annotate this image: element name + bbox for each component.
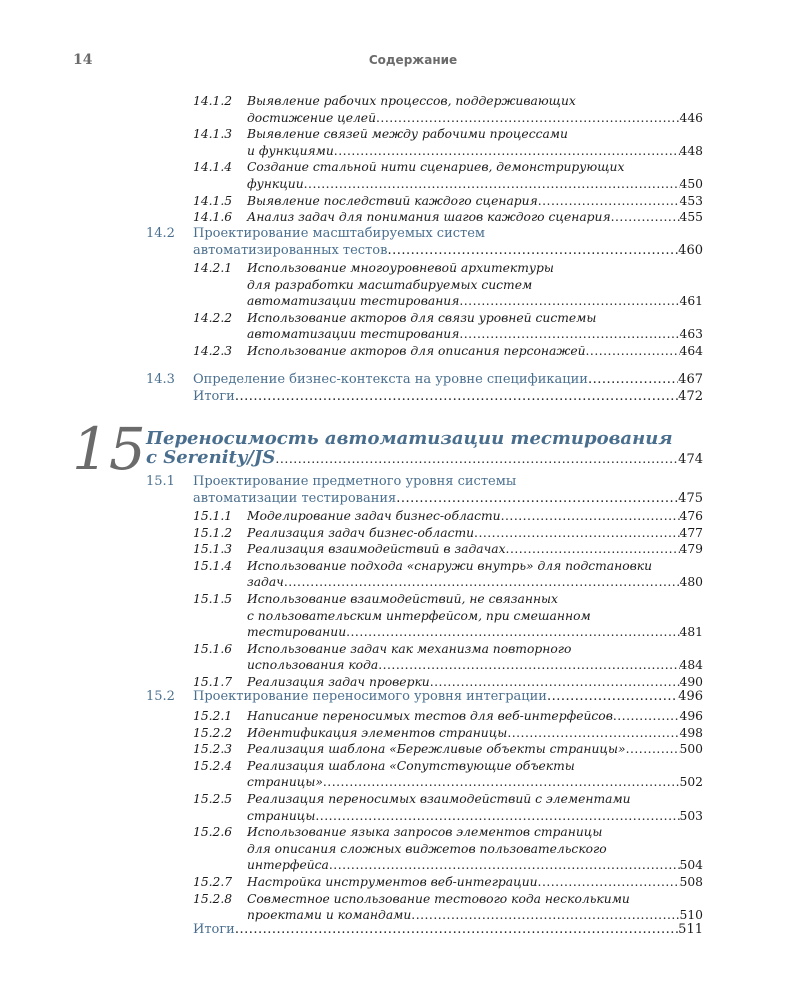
toc-entry-text[interactable] [247, 824, 602, 840]
toc-page-number: 508 [679, 875, 703, 889]
toc-entry-text[interactable] [247, 708, 703, 724]
leader-dots [586, 343, 680, 359]
toc-entry-title: автоматизированных тестов [193, 242, 388, 258]
toc-entry-line [0, 541, 800, 558]
toc-entry-title: для разработки масштабируемых систем [247, 277, 533, 292]
toc-page-number: 503 [679, 808, 703, 823]
toc-entry-text[interactable] [247, 574, 703, 590]
toc-entry-line [0, 774, 800, 791]
toc-entry-title: страницы» [247, 775, 323, 790]
toc-entry-number: 14.1.3 [193, 127, 233, 142]
toc-entry-line [0, 558, 800, 575]
toc-entry-title: Написание переносимых тестов для веб-интерфейсов [247, 709, 613, 723]
toc-entry-text[interactable] [247, 774, 703, 790]
toc-entry-line [0, 143, 800, 160]
toc-entry-title: Моделирование задач бизнес-области [247, 509, 501, 523]
toc-entry-title: Настройка инструментов веб-интеграции [247, 875, 538, 889]
toc-entry-line [0, 93, 800, 110]
toc-entry-line [0, 791, 800, 808]
toc-entry-text[interactable] [247, 841, 607, 857]
toc-entry-title: Определение бизнес-контекста на уровне спецификации [193, 372, 588, 387]
chapter-title-subtitle: с Serenity/JS [146, 447, 276, 468]
leader-dots [387, 243, 678, 259]
toc-entry-line [0, 474, 800, 491]
chapter-title-text[interactable] [146, 447, 703, 468]
toc-entry-line [0, 741, 800, 758]
toc-entry-line [0, 608, 800, 625]
toc-entry-title: Проектирование масштабируемых систем [193, 226, 486, 241]
toc-page-number: 476 [679, 509, 703, 523]
toc-entry-text[interactable] [247, 159, 624, 175]
toc-entry-number: 15.2.2 [193, 725, 233, 740]
toc-entry-number: 15.1 [146, 474, 175, 489]
toc-entry-text[interactable] [247, 857, 703, 873]
leader-dots [538, 874, 680, 890]
toc-entry-number: 15.2.7 [193, 875, 233, 889]
toc-entry-text[interactable] [247, 293, 703, 309]
toc-entry-line [0, 891, 800, 908]
toc-entry-text[interactable] [193, 922, 703, 938]
toc-entry-number: 14.2.3 [193, 344, 233, 358]
toc-entry-text[interactable] [247, 93, 576, 109]
toc-page-number: 510 [679, 908, 703, 923]
toc-entry-text[interactable] [193, 372, 703, 388]
toc-entry-number: 14.2.2 [193, 310, 233, 325]
toc-entry-line [0, 193, 800, 210]
toc-entry-text[interactable] [247, 110, 703, 126]
toc-entry-text[interactable] [247, 591, 558, 607]
toc-entry-line [0, 689, 800, 706]
toc-entry-text[interactable] [193, 474, 516, 490]
toc-entry-line [0, 574, 800, 591]
toc-entry-title: автоматизации тестирования [247, 294, 460, 309]
toc-entry-number: 15.2.5 [193, 792, 233, 806]
toc-entry-text[interactable] [193, 491, 703, 507]
leader-dots [626, 741, 680, 757]
leader-dots [323, 774, 680, 790]
leader-dots [284, 574, 680, 590]
toc-entry-line [0, 624, 800, 641]
toc-entry-line [0, 126, 800, 143]
toc-entry-number: 15.1.1 [193, 509, 233, 523]
toc-entry-text[interactable] [247, 624, 703, 640]
toc-entry-title: с пользовательским интерфейсом, при смешанном [247, 608, 591, 623]
toc-entry-text[interactable] [247, 791, 631, 807]
toc-entry-line [0, 525, 800, 542]
toc-entry-text[interactable] [247, 741, 703, 757]
page-number: 14 [73, 52, 93, 68]
toc-entry-title: Итоги [193, 922, 235, 937]
toc-entry-title: Совместное использование тестового кода несколькими [247, 891, 630, 906]
toc-entry-text[interactable] [247, 525, 703, 541]
toc-entry-title: Реализация шаблона «Бережливые объекты страницы» [247, 742, 626, 757]
toc-entry-title: Проектирование переносимого уровня интеграции [193, 689, 547, 704]
leader-dots [334, 143, 680, 159]
chapter-number: 15 [72, 415, 146, 483]
toc-entry-line [0, 277, 800, 294]
toc-entry-title: Реализация переносимых взаимодействий с элементами [247, 792, 631, 806]
leader-dots [538, 193, 680, 209]
toc-entry-text[interactable] [247, 608, 591, 624]
leader-dots [501, 508, 680, 524]
toc-entry-title: достижение целей [247, 110, 377, 125]
toc-page-number: 511 [678, 922, 703, 937]
toc-entry-text[interactable] [247, 907, 703, 923]
toc-entry-title: и функциями [247, 143, 334, 158]
toc-entry-number: 15.2.8 [193, 891, 233, 906]
toc-entry-text[interactable] [247, 808, 703, 824]
leader-dots [346, 624, 679, 640]
toc-page-number: 455 [679, 210, 703, 225]
toc-entry-text[interactable] [247, 541, 703, 557]
toc-page-number: 496 [679, 709, 703, 723]
toc-entry-title: страницы [247, 808, 316, 823]
toc-entry-title: автоматизации тестирования [247, 327, 460, 342]
toc-page-number: 461 [679, 294, 703, 309]
toc-entry-text[interactable] [193, 226, 485, 242]
toc-entry-line [0, 226, 800, 243]
toc-entry-title: интерфейса [247, 858, 329, 873]
toc-entry-title: Проектирование предметного уровня системы [193, 474, 517, 489]
toc-entry-text[interactable] [247, 874, 703, 890]
toc-entry-number: 15.1.5 [193, 592, 233, 606]
toc-entry-text[interactable] [193, 689, 703, 705]
toc-entry-number: 15.2 [146, 689, 175, 704]
toc-entry-line [0, 508, 800, 525]
toc-entry-number: 14.1.2 [193, 94, 233, 108]
toc-page-number: 453 [679, 193, 703, 208]
toc-page-number: 502 [679, 775, 703, 790]
toc-page-number: 463 [679, 327, 703, 342]
toc-entry-number: 15.2.1 [193, 709, 233, 723]
toc-entry-title: тестировании [247, 625, 347, 640]
toc-page-number: 446 [679, 110, 703, 125]
toc-entry-text[interactable] [247, 126, 568, 142]
toc-entry-text[interactable] [247, 143, 703, 159]
toc-entry-text[interactable] [247, 260, 554, 276]
toc-entry-title: Выявление последствий каждого сценария [247, 193, 538, 208]
toc-entry-text[interactable] [247, 641, 571, 657]
toc-entry-line [0, 176, 800, 193]
toc-entry-number: 15.1.7 [193, 675, 233, 689]
toc-entry-text[interactable] [247, 508, 703, 524]
toc-entry-number: 14.1.6 [193, 210, 233, 225]
toc-entry-text[interactable] [247, 310, 596, 326]
toc-entry-title: Использование акторов для описания персонажей [247, 344, 586, 358]
toc-entry-line [0, 874, 800, 891]
leader-dots [411, 907, 679, 923]
toc-entry-title: Реализация задач бизнес-области [247, 525, 475, 540]
leader-dots [235, 389, 678, 405]
leader-dots [378, 657, 679, 673]
toc-entry-line [0, 641, 800, 658]
toc-entry-text[interactable] [193, 243, 703, 259]
toc-entry-line [0, 293, 800, 310]
leader-dots [396, 491, 678, 507]
toc-page-number: 475 [678, 490, 703, 506]
leader-dots [613, 708, 680, 724]
toc-page-number: 484 [679, 658, 703, 673]
toc-entry-number: 14.1.4 [193, 160, 233, 175]
toc-entry-text[interactable] [247, 326, 703, 342]
toc-entry-title: Использование подхода «снаружи внутрь» для подстановки [247, 558, 653, 573]
toc-entry-line [0, 725, 800, 742]
toc-entry-text[interactable] [247, 891, 630, 907]
toc-entry-title: Реализация взаимодействий в задачах [247, 542, 506, 557]
toc-entry-line [0, 857, 800, 874]
leader-dots [315, 808, 679, 824]
toc-entry-title: Выявление рабочих процессов, поддерживающих [247, 94, 576, 108]
toc-entry-number: 14.2.1 [193, 261, 233, 275]
toc-entry-text[interactable] [247, 193, 703, 209]
toc-entry-title: Итоги [193, 389, 235, 404]
toc-page-number: 460 [678, 242, 703, 258]
leader-dots [430, 674, 680, 690]
toc-entry-number: 15.2.3 [193, 742, 233, 757]
toc-entry-title: автоматизации тестирования [193, 490, 397, 506]
toc-entry-line [0, 922, 800, 939]
toc-page-number: 467 [678, 372, 703, 387]
toc-entry-line [0, 326, 800, 343]
toc-entry-line [0, 824, 800, 841]
toc-page-number: 448 [679, 143, 703, 158]
leader-dots [275, 451, 678, 467]
toc-entry-line [0, 209, 800, 226]
toc-entry-line [0, 310, 800, 327]
toc-entry-text[interactable] [247, 176, 703, 192]
toc-entry-line [0, 110, 800, 127]
chapter-title[interactable]: Переносимость автоматизации тестирования [146, 428, 673, 449]
toc-entry-title: Выявление связей между рабочими процессами [247, 127, 568, 142]
toc-entry-title: для описания сложных виджетов пользовательского [247, 841, 607, 856]
toc-entry-number: 15.1.4 [193, 558, 233, 573]
toc-entry-line [0, 657, 800, 674]
toc-entry-line [0, 708, 800, 725]
leader-dots [376, 110, 680, 126]
toc-page-number: 504 [679, 858, 703, 873]
toc-entry-line [0, 491, 800, 508]
toc-entry-line [0, 758, 800, 775]
toc-entry-title: задач [247, 575, 284, 590]
toc-entry-number: 15.2.4 [193, 758, 233, 773]
toc-entry-title: Использование акторов для связи уровней системы [247, 310, 597, 325]
leader-dots [459, 326, 679, 342]
toc-entry-title: Анализ задач для понимания шагов каждого сценария [247, 210, 611, 225]
leader-dots [304, 176, 680, 192]
toc-entry-title: Создание стальной нити сценариев, демонстрирующих [247, 160, 625, 175]
toc-entry-number: 15.1.2 [193, 525, 233, 540]
toc-entry-text[interactable] [247, 674, 703, 690]
leader-dots [459, 293, 679, 309]
leader-dots [474, 525, 679, 541]
toc-page-number: 450 [679, 177, 703, 191]
toc-page-number: 472 [678, 389, 703, 404]
running-head: Содержание [368, 53, 458, 67]
toc-entry-line [0, 159, 800, 176]
toc-entry-line [0, 808, 800, 825]
toc-entry-title: Использование взаимодействий, не связанных [247, 592, 558, 606]
toc-entry-title: Реализация задач проверки [247, 675, 430, 689]
toc-entry-number: 14.3 [146, 372, 175, 387]
toc-entry-text[interactable] [247, 657, 703, 673]
chapter-title-line [0, 447, 800, 472]
toc-entry-text[interactable] [247, 558, 652, 574]
toc-entry-line [0, 243, 800, 260]
toc-entry-line [0, 841, 800, 858]
leader-dots [506, 541, 680, 557]
toc-entry-number: 14.1.5 [193, 193, 233, 208]
toc-entry-number: 14.2 [146, 226, 175, 241]
toc-entry-title: функции [247, 177, 304, 191]
toc-entry-line [0, 389, 800, 406]
toc-page-number: 464 [679, 344, 703, 358]
toc-page-number: 500 [679, 742, 703, 757]
toc-entry-title: Использование многоуровневой архитектуры [247, 261, 554, 275]
toc-entry-title: использования кода [247, 658, 379, 673]
toc-page-number: 481 [679, 625, 703, 640]
toc-entry-text[interactable] [247, 758, 575, 774]
leader-dots [507, 725, 679, 741]
leader-dots [588, 372, 678, 388]
toc-page-number: 490 [679, 675, 703, 689]
leader-dots [329, 857, 680, 873]
toc-entry-title: Использование задач как механизма повторного [247, 641, 572, 656]
toc-entry-line [0, 260, 800, 277]
toc-page-number: 479 [679, 542, 703, 557]
toc-entry-title: Идентификация элементов страницы [247, 725, 508, 740]
toc-entry-number: 15.1.3 [193, 542, 233, 557]
toc-page-number: 498 [679, 725, 703, 740]
toc-page-number: 496 [678, 689, 703, 704]
toc-entry-number: 15.2.6 [193, 825, 233, 840]
toc-page-number: 474 [678, 452, 703, 467]
toc-entry-line [0, 343, 800, 360]
toc-entry-title: Реализация шаблона «Сопутствующие объекты [247, 758, 575, 773]
toc-page-number: 480 [679, 575, 703, 590]
toc-entry-line [0, 591, 800, 608]
toc-entry-text[interactable] [247, 343, 703, 359]
toc-entry-text[interactable] [247, 277, 532, 293]
toc-entry-text[interactable] [247, 209, 703, 225]
leader-dots [611, 209, 680, 225]
toc-entry-number: 15.1.6 [193, 641, 233, 656]
toc-entry-text[interactable] [247, 725, 703, 741]
toc-entry-line [0, 372, 800, 389]
leader-dots [547, 689, 678, 705]
toc-entry-title: Использование языка запросов элементов страницы [247, 825, 603, 840]
toc-entry-text[interactable] [193, 389, 703, 405]
toc-page-number: 477 [679, 525, 703, 540]
toc-entry-title: проектами и командами [247, 908, 412, 923]
leader-dots [235, 922, 678, 938]
